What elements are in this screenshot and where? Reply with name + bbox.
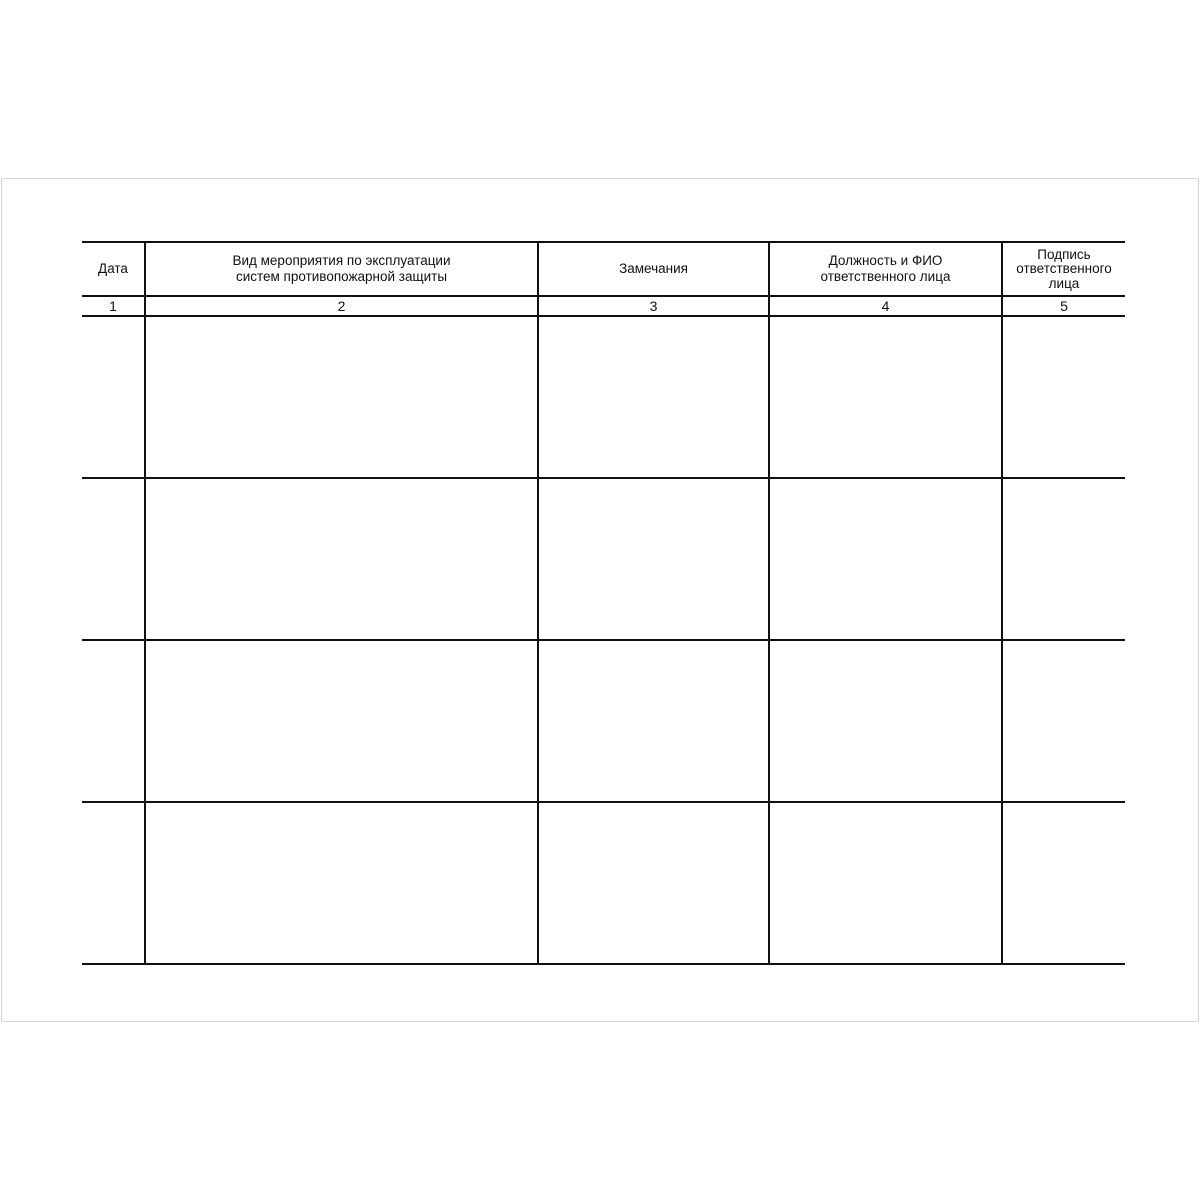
remarks-cell[interactable] xyxy=(538,316,769,478)
header-position-name xyxy=(769,242,1002,296)
date-cell[interactable] xyxy=(82,316,145,478)
table-header-row xyxy=(82,242,1125,296)
signature-cell[interactable] xyxy=(1002,478,1125,640)
column-number: 5 xyxy=(1002,296,1125,316)
position-name-cell[interactable] xyxy=(769,640,1002,802)
position-name-cell[interactable] xyxy=(769,316,1002,478)
header-signature-label: Подпись ответственного лица xyxy=(1016,246,1112,291)
position-name-cell[interactable] xyxy=(769,802,1002,964)
table-row xyxy=(82,316,1125,478)
header-signature xyxy=(1002,242,1125,296)
header-remarks: Замечания xyxy=(538,242,769,296)
remarks-cell[interactable] xyxy=(538,478,769,640)
date-cell[interactable] xyxy=(82,802,145,964)
activity-cell[interactable] xyxy=(145,478,538,640)
table-row xyxy=(82,478,1125,640)
activity-cell[interactable] xyxy=(145,640,538,802)
activity-cell[interactable] xyxy=(145,316,538,478)
header-date: Дата xyxy=(82,242,145,296)
signature-cell[interactable] xyxy=(1002,802,1125,964)
table-row xyxy=(82,802,1125,964)
header-activity-type-label: Вид мероприятия по эксплуатации систем противопожарной защиты xyxy=(232,253,451,284)
table-row xyxy=(82,640,1125,802)
remarks-cell[interactable] xyxy=(538,640,769,802)
position-name-cell[interactable] xyxy=(769,478,1002,640)
column-number-row xyxy=(82,296,1125,316)
form-sheet xyxy=(1,178,1199,1022)
column-number: 3 xyxy=(538,296,769,316)
remarks-cell[interactable] xyxy=(538,802,769,964)
date-cell[interactable] xyxy=(82,640,145,802)
header-position-name-label: Должность и ФИО ответственного лица xyxy=(820,253,951,284)
column-number: 4 xyxy=(769,296,1002,316)
signature-cell[interactable] xyxy=(1002,316,1125,478)
activity-cell[interactable] xyxy=(145,802,538,964)
column-number: 1 xyxy=(82,296,145,316)
column-number: 2 xyxy=(145,296,538,316)
date-cell[interactable] xyxy=(82,478,145,640)
header-activity-type xyxy=(145,242,538,296)
fire-protection-log-table xyxy=(82,241,1125,965)
signature-cell[interactable] xyxy=(1002,640,1125,802)
